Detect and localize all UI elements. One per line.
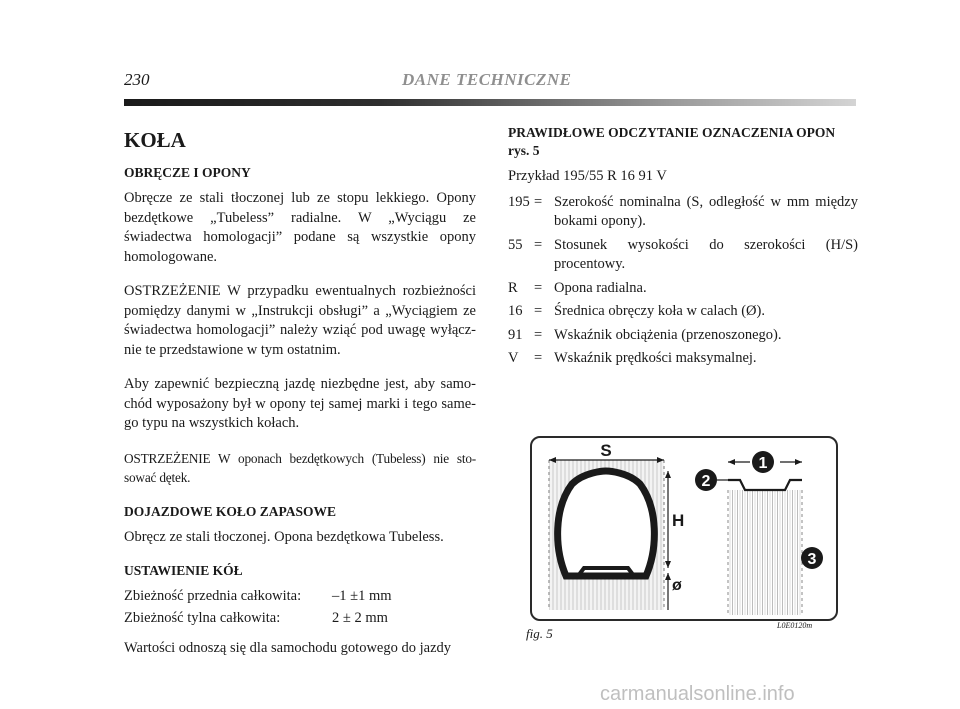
list-item — [508, 302, 858, 322]
tyre-example: Przykład 195/55 R 16 91 V — [508, 168, 667, 184]
equals-sign: = — [534, 350, 543, 366]
width-dimension — [549, 441, 664, 463]
tyre-side-view — [728, 459, 802, 615]
alignment-label: Zbieżność przednia całkowita: — [124, 588, 302, 604]
section-title: DANE TECHNICZNE — [402, 70, 572, 89]
equals-sign: = — [534, 236, 543, 253]
header-rule — [124, 99, 856, 106]
safety-paragraph: Aby zapewnić bezpieczną jazdę niezbędne jest, aby samo-chód wyposażony był w opony tej samej marki i tego same-go typu na wszystkich kołach. — [124, 376, 476, 431]
main-heading: KOŁA — [124, 128, 186, 152]
list-item — [508, 349, 858, 369]
callout-1 — [752, 451, 774, 473]
equals-sign: = — [534, 193, 543, 210]
alignment-heading: USTAWIENIE KÓŁ — [124, 563, 243, 578]
page-number: 230 — [124, 70, 150, 89]
list-item — [508, 279, 858, 299]
tyre-code: 55 — [508, 236, 523, 253]
equals-sign: = — [534, 279, 543, 296]
width-label: S — [600, 441, 612, 460]
height-dimension — [665, 471, 684, 568]
tyre-code-list — [508, 193, 858, 369]
callout-1-number: 1 — [758, 455, 768, 472]
callout-2 — [695, 469, 728, 491]
alignment-value: 2 ± 2 mm — [332, 610, 388, 626]
left-column — [124, 124, 476, 659]
tyre-code: 91 — [508, 326, 523, 343]
alignment-table — [124, 587, 476, 631]
tyre-code-description: Średnica obręczy koła w calach (Ø). — [554, 303, 765, 319]
tyre-diagram — [530, 436, 838, 621]
tyre-code-description: Opona radialna. — [554, 279, 647, 296]
warning-paragraph-1: OSTRZEŻENIE W przypadku ewentualnych rozbieżności pomiędzy danymi w „Instrukcji obsługi” a „Wyciągiem ze świadectwa homologacji” należy wziąć pod uwagę wyłącz-nie te przedstawione w tym ostatnim. — [124, 283, 476, 358]
equals-sign: = — [534, 326, 543, 343]
figure-caption: fig. 5 — [526, 626, 553, 641]
spare-wheel-heading: DOJAZDOWE KOŁO ZAPASOWE — [124, 503, 337, 519]
tyre-marking-heading: PRAWIDŁOWE ODCZYTANIE OZNACZENIA OPON — [508, 125, 836, 140]
tyre-code-description: Stosunek wysokości do szerokości (H/S) procentowy. — [554, 236, 858, 272]
tyre-code: R — [508, 279, 518, 296]
rims-paragraph: Obręcze ze stali tłoczonej lub ze stopu lekkiego. Opony bezdętkowe „Tubeless” radialne. W „Wyciągu ze świadectwa homologacji” podane są wszystkie opony homologowane. — [124, 190, 476, 265]
alignment-row — [124, 609, 476, 631]
list-item — [508, 193, 858, 232]
tyre-code-description: Wskaźnik obciążenia (przenoszonego). — [554, 326, 782, 343]
warning-paragraph-2: OSTRZEŻENIE W oponach bezdętkowych (Tubeless) nie sto-sować dętek. — [124, 450, 476, 485]
tyre-code: V — [508, 350, 519, 366]
tyre-code-description: Szerokość nominalna (S, odległość w mm między bokami opony). — [554, 193, 858, 229]
list-item — [508, 236, 858, 275]
callout-2-number: 2 — [701, 473, 711, 490]
tyre-diagram-svg — [532, 438, 836, 619]
tyre-code: 195 — [508, 193, 530, 210]
tyre-code: 16 — [508, 303, 523, 319]
diameter-dimension — [665, 573, 682, 610]
height-label: H — [672, 511, 685, 530]
diameter-label: ø — [672, 577, 682, 594]
tyre-cross-section — [549, 460, 664, 610]
alignment-label: Zbieżność tylna całkowita: — [124, 610, 281, 626]
equals-sign: = — [534, 303, 543, 319]
watermark: carmanualsonline.info — [600, 683, 795, 705]
list-item — [508, 326, 858, 346]
alignment-row — [124, 587, 476, 609]
alignment-note: Wartości odnoszą się dla samochodu gotowego do jazdy — [124, 640, 452, 656]
tyre-code-description: Wskaźnik prędkości maksymalnej. — [554, 350, 757, 366]
rims-heading: OBRĘCZE I OPONY — [124, 165, 251, 180]
callout-3-number: 3 — [807, 551, 817, 568]
tyre-marking-figure-ref: rys. 5 — [508, 143, 540, 158]
figure-code: L0E0120m — [777, 621, 813, 630]
spare-wheel-paragraph: Obręcz ze stali tłoczonej. Opona bezdętkowa Tubeless. — [124, 528, 444, 545]
callout-3 — [801, 547, 823, 569]
right-column — [508, 124, 858, 373]
alignment-value: –1 ±1 mm — [332, 588, 392, 604]
